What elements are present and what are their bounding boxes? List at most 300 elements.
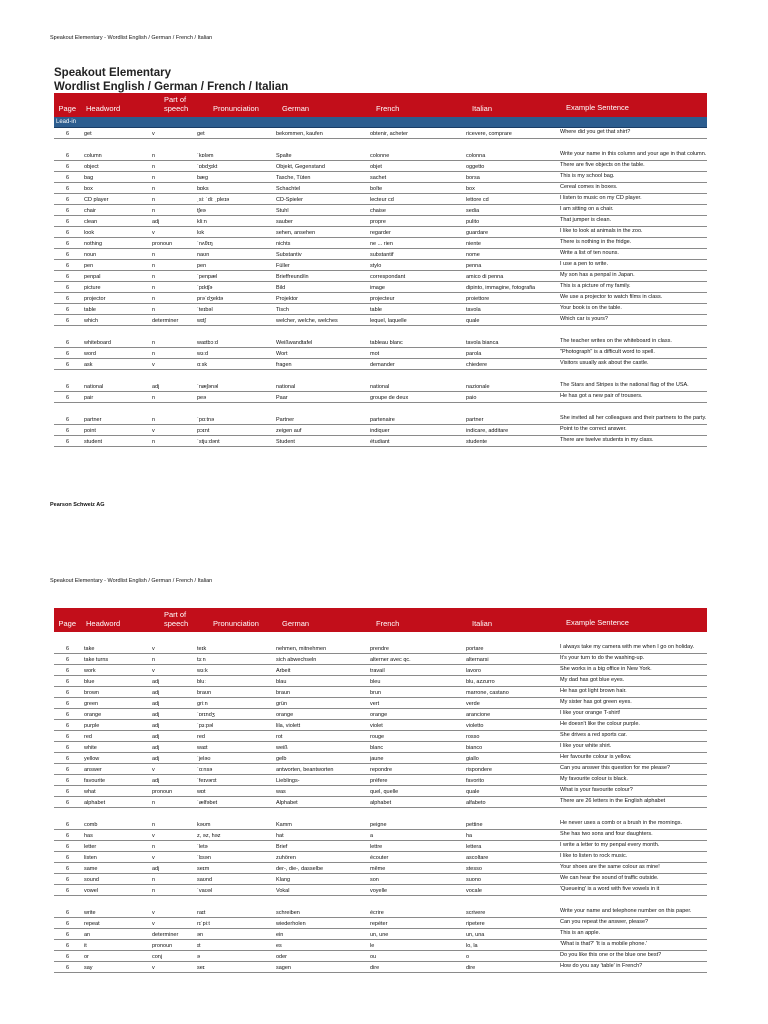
cell-german: blau [276,679,287,685]
cell-part-of-speech: conj [152,954,163,960]
cell-german: Tisch [276,307,289,313]
cell-french: repéter [370,921,388,927]
cell-pronunciation: saʊnd [197,877,213,883]
cell-german: national [276,384,296,390]
cell-headword: favourite [84,778,106,784]
cell-italian: vocale [466,888,482,894]
col-headword: Headword [86,104,121,113]
cell-part-of-speech: n [152,186,156,192]
cell-page: 6 [65,800,69,806]
cell-italian: oggetto [466,164,485,170]
cell-italian: alfabeto [466,800,486,806]
cell-pronunciation: kəʊm [197,822,211,828]
cell-french: brun [370,690,382,696]
table-row [54,797,707,808]
cell-french: substantif [370,252,394,258]
cell-headword: letter [84,844,97,850]
cell-german: Paar [276,395,288,401]
table-body-2 [54,632,707,973]
cell-part-of-speech: adj [152,384,160,390]
cell-german: Füller [276,263,290,269]
cell-german: Wort [276,351,288,357]
cell-example: Your book is on the table. [560,305,622,311]
cell-german: was [276,789,286,795]
cell-french: correspondant [370,274,406,280]
cell-part-of-speech: n [152,263,156,269]
cell-part-of-speech: v [152,428,155,434]
cell-part-of-speech: v [152,230,155,236]
cell-page: 6 [65,745,69,751]
cell-page: 6 [65,734,69,740]
cell-page: 6 [65,230,69,236]
cell-pronunciation: ˈjeləʊ [197,756,211,762]
cell-page: 6 [65,921,69,927]
cell-page: 6 [65,690,69,696]
cell-page: 6 [65,844,69,850]
cell-german: grün [276,701,288,707]
cell-example: 'Queueing' is a word with five vowels in it [560,886,660,892]
cell-pronunciation: ən [197,932,204,938]
cell-german: orange [276,712,294,718]
table-header-2 [54,608,707,632]
cell-page: 6 [65,965,69,971]
col-pronunciation: Pronunciation [213,104,259,113]
cell-italian: indicare, additare [466,428,509,434]
cell-example: He never uses a comb or a brush in the mornings. [560,820,682,826]
cell-french: le [370,943,375,949]
cell-german: oder [276,954,288,960]
cell-headword: write [84,910,96,916]
cell-french: préfere [370,778,388,784]
cell-french: prendre [370,646,389,652]
cell-french: peigne [370,822,387,828]
cell-example: He doesn't like the colour purple. [560,721,640,727]
section-label: Lead-in [54,117,707,128]
footer-publisher: Pearson Schweiz AG [50,502,105,508]
cell-page: 6 [65,417,69,423]
cell-italian: quale [466,789,480,795]
cell-german: rot [276,734,283,740]
col-italian: Italian [472,104,493,113]
cell-headword: purple [84,723,100,729]
cell-headword: green [84,701,99,707]
cell-italian: portare [466,646,484,652]
cell-page: 6 [65,351,69,357]
running-head-2: Speakout Elementary - Wordlist English / German / French / Italian [50,578,213,584]
cell-french: regarder [370,230,391,236]
cell-french: national [370,384,390,390]
cell-example: This is my school bag. [560,173,615,179]
cell-german: der-, die-, dasselbe [276,866,324,872]
cell-french: indiquer [370,428,390,434]
cell-page: 6 [65,943,69,949]
cell-headword: penpal [84,274,101,280]
cell-example: My dad has got blue eyes. [560,677,625,683]
cell-german: lila, violett [276,723,301,729]
cell-page: 6 [65,910,69,916]
cell-part-of-speech: n [152,822,156,828]
cell-headword: word [84,351,96,357]
cell-french: a [370,833,374,839]
cell-italian: nazionale [466,384,490,390]
cell-pronunciation: ˈɒbdʒɪkt [197,164,218,170]
cell-part-of-speech: n [152,274,156,280]
cell-part-of-speech: n [152,877,156,883]
cell-italian: rosso [466,734,480,740]
cell-headword: national [84,384,104,390]
col-german: German [282,619,310,628]
cell-german: Spalte [276,153,292,159]
cell-example: There are twelve students in my class. [560,437,654,443]
cell-pronunciation: wɒt [197,789,206,795]
cell-german: es [276,943,282,949]
cell-headword: chair [84,208,96,214]
col-page: Page [58,619,76,628]
cell-part-of-speech: pronoun [152,241,173,247]
cell-pronunciation: tʃeə [197,208,206,214]
cell-italian: dipinto, immagine, fotografia [466,285,536,291]
cell-headword: partner [84,417,102,423]
cell-example: She drives a red sports car. [560,732,627,738]
cell-italian: stesso [466,866,482,872]
cell-french: étudiant [370,439,390,445]
cell-pronunciation: ˈvaʊəl [197,888,213,894]
cell-headword: work [84,668,96,674]
cell-headword: pair [84,395,94,401]
cell-german: Stuhl [276,208,289,214]
cell-page: 6 [65,712,69,718]
cell-italian: partner [466,417,484,423]
cell-pronunciation: bɒks [197,186,209,192]
cell-headword: or [84,954,89,960]
cell-pronunciation: wɪtʃ [197,318,206,324]
cell-italian: pettine [466,822,483,828]
table-row [54,962,707,973]
cell-page: 6 [65,252,69,258]
cell-headword: answer [84,767,102,773]
cell-french: tableau blanc [370,340,403,346]
cell-pronunciation: ˈpɜːpəl [197,723,214,729]
cell-part-of-speech: n [152,296,156,302]
cell-page: 6 [65,241,69,247]
cell-example: I listen to music on my CD player. [560,195,642,201]
table-row [54,885,707,896]
cell-example: I like your orange T-shirt! [560,710,621,716]
cell-page: 6 [65,866,69,872]
cell-pronunciation: wɜːd [197,351,209,357]
cell-french: rouge [370,734,385,740]
col-french: French [376,104,400,113]
cell-pronunciation: ˈteɪbəl [197,307,213,313]
cell-headword: clean [84,219,98,225]
cell-french: un, une [370,932,389,938]
table-row [54,403,707,425]
cell-pronunciation: pen [197,263,207,269]
cell-french: chaise [370,208,386,214]
cell-italian: paio [466,395,477,401]
col-pos-line2: speech [164,104,189,113]
cell-italian: blu, azzurro [466,679,495,685]
cell-french: écrire [370,910,384,916]
cell-german: bekommen, kaufen [276,131,323,137]
cell-pronunciation: naʊn [197,252,210,258]
cell-part-of-speech: n [152,417,156,423]
cell-page: 6 [65,657,69,663]
cell-german: CD-Spieler [276,197,303,203]
cell-german: weiß [276,745,288,751]
cell-page: 6 [65,274,69,280]
table-row [54,359,707,370]
cell-headword: object [84,164,99,170]
cell-pronunciation: raɪt [197,910,206,916]
cell-example: We can hear the sound of traffic outside. [560,875,659,881]
wordlist-table-2 [54,608,707,973]
cell-italian: ha [466,833,473,839]
cell-part-of-speech: v [152,646,155,652]
cell-pronunciation: seɪm [197,866,210,872]
cell-french: orange [370,712,388,718]
cell-german: zuhören [276,855,296,861]
cell-page: 6 [65,362,69,368]
cell-example: He has got light brown hair. [560,688,627,694]
cell-german: Substantiv [276,252,302,258]
cell-german: Tasche, Tüten [276,175,311,181]
table-row [54,370,707,392]
cell-page: 6 [65,932,69,938]
cell-example: Which car is yours? [560,316,608,322]
cell-italian: favorito [466,778,485,784]
cell-pronunciation: rɪˈpiːt [197,921,210,927]
cell-part-of-speech: adj [152,734,160,740]
cell-pronunciation: ˈpenpæl [197,274,218,280]
cell-example: That jumper is clean. [560,217,612,223]
cell-german: sagen [276,965,291,971]
table-row [54,632,707,654]
col-pos-line2: speech [164,619,189,628]
cell-headword: comb [84,822,98,828]
cell-headword: nothing [84,241,103,247]
cell-italian: sedia [466,208,480,214]
cell-part-of-speech: v [152,855,155,861]
cell-example: I like to look at animals in the zoo. [560,228,643,234]
cell-part-of-speech: adj [152,866,160,872]
cell-french: lecteur cd [370,197,394,203]
cell-headword: vowel [84,888,99,894]
cell-headword: which [84,318,99,324]
cell-german: sauber [276,219,293,225]
cell-italian: bianco [466,745,483,751]
cell-example: I like to listen to rock music. [560,853,628,859]
cell-example: I like your white shirt. [560,743,612,749]
cell-german: welcher, welche, welches [276,318,338,324]
cell-italian: arancione [466,712,491,718]
cell-example: Her favourite colour is yellow. [560,754,632,760]
table-body [54,128,707,447]
cell-example: Can you answer this question for me please? [560,765,671,771]
cell-headword: table [84,307,96,313]
cell-part-of-speech: adj [152,712,160,718]
cell-page: 6 [65,888,69,894]
table-row [54,139,707,161]
cell-example: It's your turn to do the washing-up. [560,655,645,661]
cell-pronunciation: bæɡ [197,175,209,181]
cell-part-of-speech: n [152,800,156,806]
cell-german: Vokal [276,888,290,894]
cell-example: We use a projector to watch films in class. [560,294,663,300]
cell-part-of-speech: v [152,362,155,368]
cell-italian: guardare [466,230,489,236]
cell-headword: white [84,745,97,751]
cell-pronunciation: ˈpɪktʃə [197,285,213,291]
cell-part-of-speech: v [152,833,155,839]
cell-german: Objekt, Gegenstand [276,164,325,170]
col-example: Example Sentence [566,103,629,112]
cell-italian: ricevere, comprare [466,131,512,137]
cell-page: 6 [65,131,69,137]
cell-pronunciation: kliːn [197,219,207,225]
cell-example: Point to the correct answer. [560,426,627,432]
cell-italian: lettera [466,844,482,850]
cell-pronunciation: red [197,734,205,740]
cell-page: 6 [65,767,69,773]
cell-german: schreiben [276,910,300,916]
cell-part-of-speech: n [152,439,156,445]
cell-page: 6 [65,668,69,674]
cell-part-of-speech: adj [152,690,160,696]
cell-pronunciation: ˈælfəbet [197,800,218,806]
cell-example: My favourite colour is black. [560,776,628,782]
cell-french: propre [370,219,386,225]
cell-example: There are five objects on the table. [560,162,645,168]
cell-part-of-speech: n [152,252,156,258]
cell-pronunciation: wɜːk [197,668,208,674]
cell-italian: proiettore [466,296,490,302]
cell-german: Kamm [276,822,292,828]
cell-italian: dire [466,965,476,971]
cell-headword: brown [84,690,99,696]
cell-german: ein [276,932,284,938]
cell-italian: o [466,954,470,960]
cell-headword: bag [84,175,94,181]
cell-italian: lavoro [466,668,481,674]
cell-part-of-speech: adj [152,723,160,729]
table-header [54,93,707,117]
cell-pronunciation: prəˈdʒektə [197,296,224,302]
table-row [54,808,707,830]
cell-headword: projector [84,296,106,302]
cell-german: fragen [276,362,292,368]
cell-headword: blue [84,679,95,685]
col-headword: Headword [86,619,121,628]
cell-german: Brieffreund/in [276,274,309,280]
table-row [54,326,707,348]
cell-headword: alphabet [84,800,106,806]
cell-french: mot [370,351,380,357]
cell-italian: tavola bianca [466,340,499,346]
cell-page: 6 [65,439,69,445]
cell-pronunciation: teɪk [197,646,207,652]
cell-part-of-speech: n [152,153,156,159]
cell-page: 6 [65,296,69,302]
cell-headword: CD player [84,197,109,203]
cell-headword: get [84,131,92,137]
cell-italian: ascoltare [466,855,489,861]
cell-pronunciation: ˈfeɪvərɪt [197,778,217,784]
cell-example: My son has a penpal in Japan. [560,272,635,278]
cell-italian: colonna [466,153,486,159]
cell-example: There is nothing in the fridge. [560,239,632,245]
cell-example: I use a pen to write. [560,261,608,267]
cell-page: 6 [65,340,69,346]
cell-french: objet [370,164,382,170]
cell-pronunciation: bluː [197,679,206,685]
cell-german: gelb [276,756,287,762]
cell-example: Write your name and telephone number on this paper. [560,908,692,914]
cell-headword: look [84,230,95,236]
cell-headword: orange [84,712,102,718]
cell-pronunciation: ˈnæʃənəl [197,384,219,390]
cell-headword: take [84,646,95,652]
cell-part-of-speech: adj [152,756,160,762]
cell-pronunciation: ɑːsk [197,362,208,368]
cell-example: This is a picture of my family. [560,283,631,289]
cell-example: She invited all her colleagues and their partners to the party. [560,415,707,421]
cell-page: 6 [65,384,69,390]
cell-french: blanc [370,745,384,751]
cell-page: 6 [65,778,69,784]
cell-italian: amico di penna [466,274,504,280]
cell-italian: violetto [466,723,484,729]
cell-example: My sister has got green eyes. [560,699,632,705]
cell-french: groupe de deux [370,395,409,401]
cell-pronunciation: ɡriːn [197,701,208,707]
cell-example: Can you repeat the answer, please? [560,919,649,925]
cell-italian: lettore cd [466,197,489,203]
cell-page: 6 [65,833,69,839]
cell-example: I always take my camera with me when I go on holiday. [560,644,695,650]
cell-page: 6 [65,186,69,192]
cell-italian: studente [466,439,488,445]
cell-part-of-speech: v [152,965,155,971]
cell-italian: chiedere [466,362,488,368]
cell-example: The Stars and Stripes is the national flag of the USA. [560,382,689,388]
col-italian: Italian [472,619,493,628]
cell-part-of-speech: n [152,285,156,291]
cell-pronunciation: waɪtbɔːd [197,340,218,346]
cell-french: quel, quelle [370,789,399,795]
cell-pronunciation: ɡet [197,131,205,137]
col-french: French [376,619,400,628]
cell-german: antworten, beantworten [276,767,334,773]
cell-italian: borsa [466,175,480,181]
cell-italian: ripetere [466,921,485,927]
cell-headword: student [84,439,103,445]
cell-example: This is an apple. [560,930,601,936]
cell-part-of-speech: n [152,395,156,401]
cell-part-of-speech: adj [152,701,160,707]
cell-pronunciation: ˈnʌθɪŋ [197,241,213,247]
cell-pronunciation: ˈstjuːdənt [197,439,220,445]
cell-part-of-speech: n [152,351,156,357]
cell-french: demander [370,362,395,368]
cell-pronunciation: z, əz, həz [197,833,221,839]
cell-page: 6 [65,877,69,883]
cell-german: Student [276,439,295,445]
running-head: Speakout Elementary - Wordlist English / German / French / Italian [50,35,213,41]
col-example: Example Sentence [566,618,629,627]
cell-pronunciation: ˈpɑːtnə [197,417,215,423]
cell-part-of-speech: adj [152,219,160,225]
